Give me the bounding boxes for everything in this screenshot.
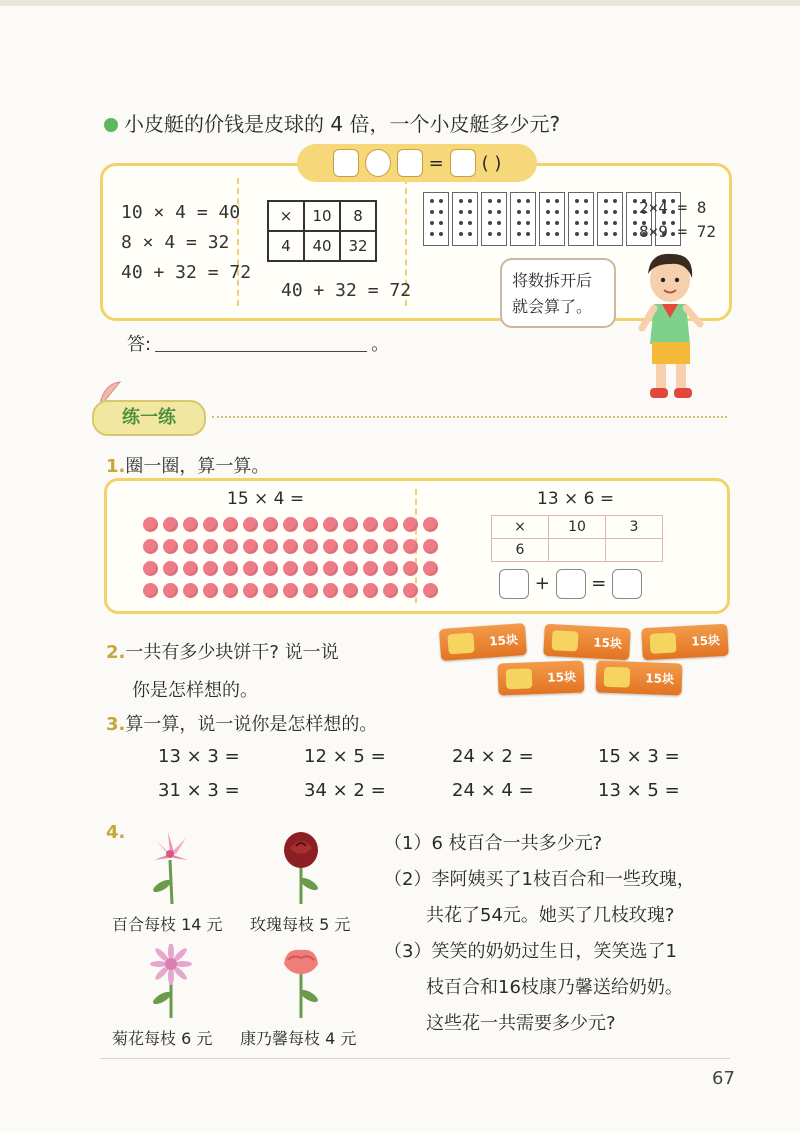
biscuit-label: 15块 [592,635,623,651]
biscuit-label: 15块 [547,669,577,685]
calc-item: 34 × 2 = [304,780,386,801]
practice-tag: 练一练 [92,400,206,436]
calc-line: 2×4 = 8 [639,198,707,217]
pink-dot [183,539,198,554]
calc-item: 24 × 2 = [452,746,534,767]
grid-cell: 40 [304,231,340,261]
q4-number: 4. [106,822,126,843]
grid-cell: 8 [340,201,376,231]
pink-dot [283,561,298,576]
pink-dots-array[interactable] [143,517,438,605]
method-2-grid [267,200,377,262]
pink-dot [243,517,258,532]
equals-sign: = [591,573,607,594]
q2-number: 2. [106,642,126,663]
grid-cell: × [268,201,304,231]
subquestion-2: （2）李阿姨买了1枝百合和一些玫瑰， [384,869,695,890]
pink-dot [403,561,418,576]
question-text: 小皮艇的价钱是皮球的 4 倍，一个小皮艇多少元? [124,112,561,136]
section-divider [212,416,727,418]
pink-dot-row [143,517,438,532]
green-bullet-icon [104,118,118,132]
pink-dot [143,517,158,532]
pink-dot [263,583,278,598]
footer-line [100,1058,730,1059]
calc-item: 31 × 3 = [158,780,240,801]
q2-block [106,634,339,710]
blank-box[interactable] [612,569,642,599]
flower-caption: 玫瑰每枝 5 元 [250,915,351,934]
q1-table [491,515,663,562]
calc-item: 12 × 5 = [304,746,386,767]
pink-dot [163,561,178,576]
pink-dot [323,539,338,554]
pink-dot [383,583,398,598]
blank-box[interactable] [450,149,476,177]
grid-cell: 4 [268,231,304,261]
blank-box[interactable] [556,569,586,599]
dot-card [597,192,623,246]
pink-dot [203,561,218,576]
q3-number: 3. [106,714,126,735]
pink-dot [423,539,438,554]
q1-text: 圈一圈，算一算。 [125,456,270,477]
pink-dot [183,583,198,598]
pink-dot [323,517,338,532]
pink-dot [303,583,318,598]
subquestion-3-cont: 枝百合和16枝康乃馨送给奶奶。 [426,977,683,998]
pink-dot [243,561,258,576]
blank-box[interactable] [397,149,423,177]
biscuit-pack-icon [439,623,527,661]
table-cell: × [492,516,549,539]
biscuit-group [440,620,740,700]
flower-caption: 康乃馨每枝 4 元 [240,1029,357,1048]
method-3 [639,196,716,244]
question-title [104,108,560,137]
pink-dot [403,583,418,598]
flower-caption: 菊花每枝 6 元 [112,1029,213,1048]
calc-line: 8×9 = 72 [639,222,717,241]
pink-dot-row [143,583,438,598]
pink-dot [423,583,438,598]
pink-dot [263,539,278,554]
unit-paren: ( ) [481,152,502,174]
table-cell: 6 [492,539,549,562]
pink-dot [263,561,278,576]
pink-dot [403,517,418,532]
pink-dot [223,561,238,576]
dot-card [452,192,478,246]
method-1 [121,198,251,288]
pink-dot [283,517,298,532]
biscuit-pack-icon [497,661,584,696]
pink-dot [163,583,178,598]
pink-dot [363,539,378,554]
rose-icon [276,830,326,906]
pink-dot [143,583,158,598]
page-number: 67 [712,1068,735,1089]
q1-frame [104,478,730,614]
pink-dot [343,561,358,576]
subquestion-2-cont: 共花了54元。她买了几枝玫瑰? [426,905,675,926]
subquestion-1: （1）6 枝百合一共多少元? [384,833,603,854]
biscuit-label: 15块 [690,633,721,649]
boy-illustration-icon [636,248,706,402]
pink-dot [423,517,438,532]
pink-dot [343,539,358,554]
biscuit-pack-icon [641,624,729,660]
q1-sum-row [499,569,642,599]
pink-dot [363,561,378,576]
pink-dot [203,517,218,532]
pink-dot [363,583,378,598]
q4-subquestions [384,826,695,1042]
blank-box[interactable] [333,149,359,177]
grid-cell: 10 [304,201,340,231]
q1-right-expr: 13 × 6 = [537,489,615,509]
biscuit-label: 15块 [645,671,675,687]
q3-text: 算一算，说一说你是怎样想的。 [125,714,378,735]
pink-dot [383,517,398,532]
pink-dot [283,583,298,598]
carnation-icon [276,944,326,1020]
grid-cell: 32 [340,231,376,261]
lily-icon [146,830,196,906]
dot-card [481,192,507,246]
answer-label: 答: [127,334,152,355]
blank-box[interactable] [499,569,529,599]
q2-line: 你是怎样想的。 [132,680,258,701]
pink-dot [303,561,318,576]
pink-dot [203,539,218,554]
table-blank[interactable] [549,539,606,562]
pink-dot [163,539,178,554]
formula-bar [297,144,537,182]
dot-card [539,192,565,246]
pink-dot [183,561,198,576]
table-cell: 3 [606,516,663,539]
pink-dot [223,583,238,598]
calc-item: 24 × 4 = [452,780,534,801]
calc-item: 13 × 5 = [598,780,680,801]
pink-dot [283,539,298,554]
answer-blank[interactable] [155,333,367,352]
pink-dot [383,539,398,554]
pink-dot [203,583,218,598]
pink-dot-row [143,539,438,554]
pink-dot [143,539,158,554]
calc-item: 15 × 3 = [598,746,680,767]
pink-dot-row [143,561,438,576]
table-blank[interactable] [606,539,663,562]
pink-dot [303,539,318,554]
q4-number-wrap [106,822,125,843]
grid-sum: 40 + 32 = 72 [281,280,412,301]
pink-dot [243,539,258,554]
pink-dot [343,517,358,532]
dot-card [568,192,594,246]
equals-sign: = [428,152,444,174]
biscuit-label: 15块 [488,632,519,649]
calc-line: 40 + 32 = 72 [121,262,252,283]
table-cell: 10 [549,516,606,539]
speech-bubble [500,258,616,328]
pink-dot [223,517,238,532]
subquestion-3: （3）笑笑的奶奶过生日，笑笑选了1 [384,941,677,962]
q3-heading [106,710,377,736]
pink-dot [163,517,178,532]
top-edge [0,0,800,6]
dot-card [510,192,536,246]
answer-row [127,330,389,356]
biscuit-pack-icon [595,661,682,696]
pink-dot [363,517,378,532]
pink-dot [263,517,278,532]
plus-sign: + [534,573,550,594]
pink-dot [183,517,198,532]
q1-heading [106,452,269,478]
bubble-line: 就会算了。 [512,297,593,316]
pink-dot [343,583,358,598]
q1-left-expr: 15 × 4 = [227,489,305,509]
pink-dot [423,561,438,576]
flower-caption: 百合每枝 14 元 [112,915,223,934]
pink-dot [383,561,398,576]
pink-dot [243,583,258,598]
calc-item: 13 × 3 = [158,746,240,767]
blank-circle[interactable] [365,149,391,177]
chrysanthemum-icon [146,944,196,1020]
pink-dot [143,561,158,576]
dot-card [423,192,449,246]
bubble-line: 将数拆开后 [512,271,593,290]
subquestion-3-cont: 这些花一共需要多少元? [426,1013,616,1034]
calc-line: 10 × 4 = 40 [121,202,241,223]
q2-line: 一共有多少块饼干? 说一说 [125,642,339,663]
calc-line: 8 × 4 = 32 [121,232,230,253]
answer-end: 。 [371,334,390,355]
pink-dot [403,539,418,554]
biscuit-pack-icon [543,624,631,660]
pink-dot [303,517,318,532]
pink-dot [323,561,338,576]
q1-number: 1. [106,456,126,477]
pink-dot [223,539,238,554]
pink-dot [323,583,338,598]
